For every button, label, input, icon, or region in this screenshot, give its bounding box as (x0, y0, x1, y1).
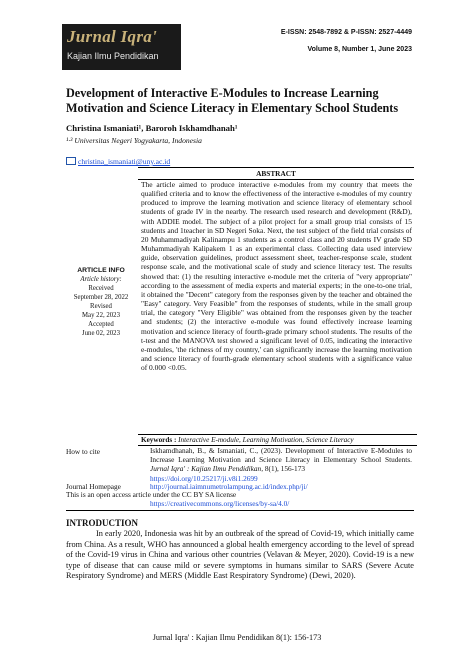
author-email (66, 157, 170, 166)
intro-paragraph: In early 2020, Indonesia was hit by an outbreak of the spread of Covid-19, which initially came from China. As a result, WHO has announced a global health emergency according to the level of spread of the Covid-19 virus in China and various other countries (Velavan & Meyer, 2020). Covid-19 is a new type of disease that can cause mild or severe symptoms in humans similar to SARS (Severe Acute Respiratory Syndrome) and MERS (Middle East Respiratory Syndrome) (Dewi, 2020). (66, 529, 414, 581)
license-text: This is an open access article under the CC BY SA license (66, 490, 237, 499)
volume-info: Volume 8, Number 1, June 2023 (307, 46, 412, 53)
keywords (138, 434, 417, 446)
authors: Christina Ismaniati¹, Baroroh Iskhamdhanah¹ (66, 123, 238, 133)
article-info-heading: ARTICLE INFO (77, 267, 125, 274)
article-history-label: Article history: (80, 276, 122, 283)
citation-journal: Jurnal Iqra' : Kajian Ilmu Pendidikan, (150, 463, 264, 473)
homepage-label: Journal Homepage (66, 482, 121, 491)
citation-text: Iskhamdhanah, B., & Ismaniati, C., (2023). Development of Interactive E-Modules to Increase Learning Motivation and Science Literacy in Elementary School Students. (150, 446, 412, 464)
abstract-text: The article aimed to produce interactive e-modules from my country that meets the qualified criteria and to know the effectiveness of the interactive e-modules of my country produced to improve the learning motivation and science literacy of elementary school students of grade IV in the nearby. The research used research and development (R&D), with ADDIE model. The subject of a pilot project for a small group trial consists of 15 students and 1teacher in SD Negeri Soka. Next, the test subject of the field trial consists of 20 Muhammadiyah Kalinampu 1 students as a control class and 20 students IV grade SD Muhammadiyah Kalipakem 1 as an experimental class. Collecting data used interview guide, observation guidelines, product assessment sheet, teacher-response scale, student response scale, and the motivational scale of study and science literacy test. The results showed that: (1) the resulting interactive e-module met the criteria of "very appropriate" according to the assessment of media experts and material experts; in the one-to-one trial, it obtained the "Decent" category from the responses given by the teacher and obtained the "Easy" category. Very Feasible" from the responses of students, while in the small group trial, the category "Very Eligible" was obtained from the responses given by the teacher and students; (2) the interactive e-module was found effectively increase learning motivation and science literacy of fourth-grade primary school students. The results of the t-test and the MANOVA test showed a significant level of 0.05, indicating the interactive e-modules, 'the richness of my country,' can significantly increase the learning motivation and science literacy of fourth-grade elementary school students with a significance value of 0.000 <0.05. (141, 180, 412, 373)
revised-date: May 22, 2023 (82, 312, 120, 319)
keywords-list: Interactive E-module, Learning Motivation, Science Literacy (178, 436, 354, 444)
doi-link[interactable]: https://doi.org/10.25217/ji.v8i1.2699 (150, 474, 258, 483)
received-date: September 28, 2022 (73, 294, 129, 301)
email-link[interactable]: christina_ismaniati@uny.ac.id (78, 157, 171, 166)
citation-pages: 8(1), 156-173 (264, 463, 305, 473)
issn: E-ISSN: 2548-7892 & P-ISSN: 2527-4449 (280, 29, 412, 36)
license-link[interactable]: https://creativecommons.org/licenses/by-sa/4.0/ (150, 499, 290, 508)
accepted-label: Accepted (88, 321, 114, 328)
accepted-date: June 02, 2023 (82, 330, 120, 337)
article-info (66, 266, 136, 338)
page-footer: Jurnal Iqra' : Kajian Ilmu Pendidikan 8(1): 156-173 (152, 633, 322, 642)
affiliation: ¹·³ Universitas Negeri Yogyakarta, Indonesia (66, 136, 202, 145)
intro-heading: INTRODUCTION (66, 518, 139, 528)
logo-title: Jurnal Iqra' (67, 27, 158, 46)
how-to-cite-label: How to cite (66, 447, 101, 456)
paper-title: Development of Interactive E-Modules to Increase Learning Motivation and Science Literacy in Elementary School Students (66, 86, 399, 115)
section-divider (66, 510, 414, 511)
revised-label: Revised (90, 303, 112, 310)
homepage-link[interactable]: http://journal.iaimnumetrolampung.ac.id/index.php/ji/ (150, 482, 308, 491)
received-label: Received (88, 285, 114, 292)
how-to-cite-text (150, 447, 412, 474)
keywords-label: Keywords : (141, 436, 177, 444)
abstract-heading: ABSTRACT (138, 167, 414, 180)
journal-logo (62, 24, 181, 70)
envelope-icon (66, 157, 76, 165)
logo-subtitle: Kajian Ilmu Pendidikan (67, 51, 159, 61)
